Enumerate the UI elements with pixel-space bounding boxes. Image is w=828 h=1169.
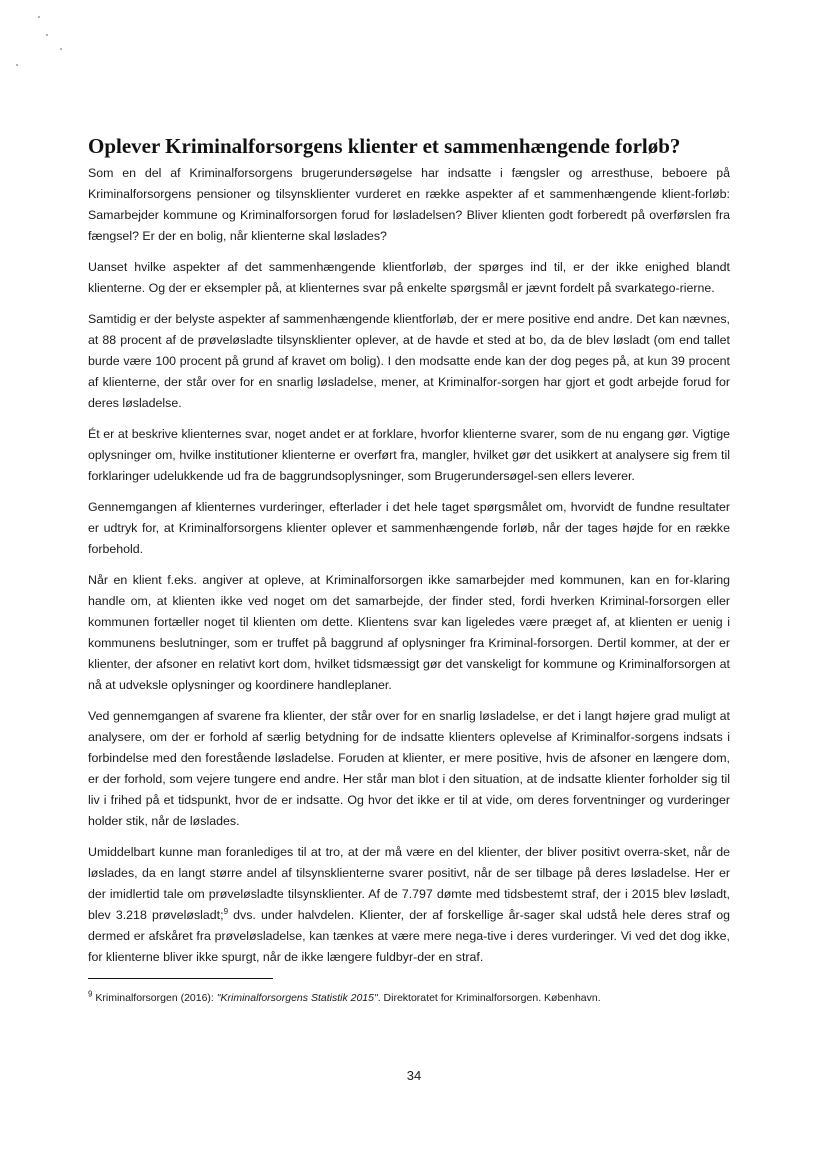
body-paragraph: Når en klient f.eks. angiver at opleve, at Kriminalforsorgen ikke samarbejder med kommunen, kan en for-klaring handle om, at klienten ikke ved noget om det samarbejde, der finder sted, fordi hverken Kriminal-forsorgen eller kommunen fortæller noget til klienten om dette. Klientens svar kan ligeledes være præget af, at klienten er uenig i kommunens beslutninger, som er truffet på baggrund af oplysninger fra Kriminal-forsorgen. Dertil kommer, at der er klienter, der afsoner en relativt kort dom, hvilket tidsmæssigt gør det vanskeligt for kommune og Kriminalforsorgen at nå at udveksle oplysninger og koordinere handleplaner. [88,573,730,692]
footnote-title: "Kriminalforsorgens Statistik 2015" [216,992,378,1004]
scan-speck [46,34,48,36]
page-number: 34 [406,1068,422,1083]
scan-speck [16,64,18,66]
body-paragraph: Samtidig er der belyste aspekter af sammenhængende klientforløb, der er mere positive end andre. Det kan nævnes, at 88 procent af de prøveløsladte tilsynsklienter oplever, at de havde et sted at bo, da de blev løsladt (om end tallet burde være 100 procent på grund af kravet om bolig). I den modsatte ende kan der dog peges på, at kun 39 procent af klienterne, der står over for en snarlig løsladelse, mener, at Kriminalfor-sorgen har gjort et godt arbejde forud for deres løsladelse. [88,312,730,410]
footnote-separator [88,978,273,979]
footnote-reference: 9 [223,906,229,916]
body-paragraph: Ét er at beskrive klienternes svar, noget andet er at forklare, hvorfor klienterne svarer, som de nu engang gør. Vigtige oplysninger om, hvilke institutioner klienterne er overført fra, mangler, hvilket gør det usikkert at analysere sig frem til forklaringer udelukkende ud fra de baggrundsoplysninger, som Brugerundersøgel-sen ellers leverer. [88,427,730,483]
footnote-number: 9 [88,989,93,999]
section-heading: Oplever Kriminalforsorgens klienter et sammenhængende forløb? [88,134,681,158]
footnote-author: Kriminalforsorgen (2016): [92,992,217,1004]
footnote [88,991,730,1005]
scan-speck [38,16,40,18]
footnote-publisher: . Direktoratet for Kriminalforsorgen. København. [377,992,601,1004]
paragraph-text: dvs. under halvdelen. Klienter, der af forskellige år-sager skal udstå hele deres straf og dermed er afskåret fra prøveløsladelse, kan tænkes at være mere nega-tive i deres vurderinger. Vi ved det dog ikke, for klienterne bliver ikke spurgt, når de ikke længere fuldbyr-der en straf. [88,908,730,964]
scan-speck [60,48,62,50]
body-paragraph: Gennemgangen af klienternes vurderinger, efterlader i det hele taget spørgsmålet om, hvorvidt de fundne resultater er udtryk for, at Kriminalforsorgens klienter oplever et sammenhængende forløb, når der tages højde for en række forbehold. [88,500,730,556]
body-paragraph: Som en del af Kriminalforsorgens brugerundersøgelse har indsatte i fængsler og arresthuse, beboere på Kriminalforsorgens pensioner og tilsynsklienter vurderet en række aspekter af et sammenhængende klient-forløb: Samarbejder kommune og Kriminalforsorgen forud for løsladelsen? Bliver klienten godt forberedt på overførslen fra fængsel? Er der en bolig, når klienterne skal løslades? [88,166,730,243]
body-paragraph: Uanset hvilke aspekter af det sammenhængende klientforløb, der spørges ind til, er der ikke enighed blandt klienterne. Og der er eksempler på, at klienternes svar på enkelte spørgsmål er jævnt fordelt på svarkatego-rierne. [88,260,730,295]
paragraph-text: Umiddelbart kunne man foranlediges til at tro, at der må være en del klienter, der bliver positivt overra-sket, når de løslades, da en langt større andel af tilsynsklienterne svarer positivt, når de ser tilbage på deres løsladelse. Her er der imidlertid tale om prøveløsladte tilsynsklienter. Af de 7.797 dømte med tidsbestemt straf, der i 2015 blev løsladt, blev 3.218 prøveløsladt; [88,845,730,922]
body-content [88,133,730,1005]
body-paragraph: Ved gennemgangen af svarene fra klienter, der står over for en snarlig løsladelse, er det i langt højere grad muligt at analysere, om der er forhold af særlig betydning for de indsatte klienters oplevelse af Kriminalfor-sorgens indsats i forbindelse med den forestående løsladelse. Foruden at klienter, er mere positive, hvis de afsoner en længere dom, er der forhold, som vejere tungere end andre. Her står man blot i den situation, at de indsatte klienter forholder sig til liv i frihed på et tidspunkt, hvor de er indsatte. Og hvor det ikke er til at vide, om deres forventninger og vurderinger holder stik, når de løslades. [88,709,730,828]
body-paragraph-with-footnote [88,842,730,968]
